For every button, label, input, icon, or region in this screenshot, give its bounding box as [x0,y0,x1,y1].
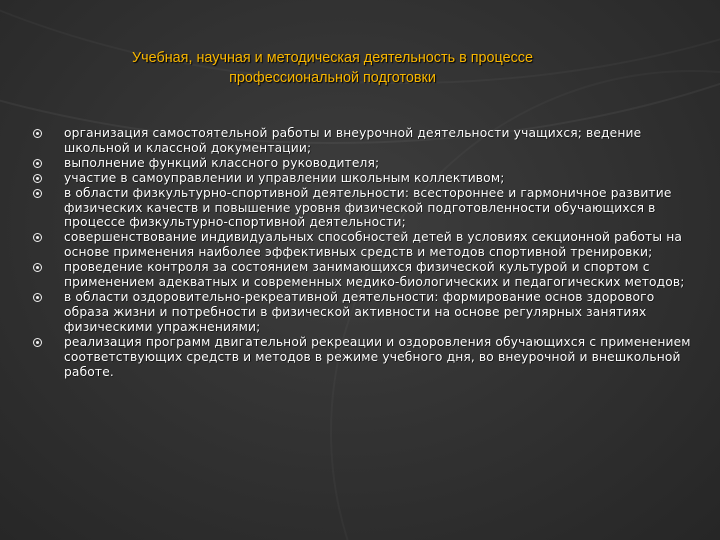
circle-dot-bullet-icon [33,293,42,302]
list-item [0,171,720,186]
slide-title [60,48,605,88]
list-item-text: проведение контроля за состоянием занимающихся физической культурой и спортом с применением адекватных и современных медико-биологических и педагогических методов; [64,260,685,290]
list-item-text: реализация программ двигательной рекреации и оздоровления обучающихся с применением соответствующих средств и методов в режиме учебного дня, во внеурочной и внешкольной работе. [64,334,691,379]
list-item-text: выполнение функций классного руководителя; [64,155,380,170]
circle-dot-bullet-icon [33,159,42,168]
bullet-list [0,126,720,379]
list-item-text: в области физкультурно-спортивной деятельности: всестороннее и гармоничное развитие физических качеств и повышение уровня физической подготовленности обучающихся в процессе физкультурно-спортивной деятельности; [64,185,672,230]
list-item-text: организация самостоятельной работы и внеурочной деятельности учащихся; ведение школьной и классной документации; [64,126,642,155]
list-item [0,156,720,171]
circle-dot-bullet-icon [33,338,42,347]
list-item [0,335,720,380]
slide-title-line-2: профессиональной подготовки [229,70,436,86]
circle-dot-bullet-icon [33,233,42,242]
list-item-text: совершенствование индивидуальных способностей детей в условиях секционной работы на основе применения наиболее эффективных средств и методов спортивной тренировки; [64,230,683,260]
list-item [0,290,720,335]
slide-title-line-1: Учебная, научная и методическая деятельность в процессе [132,50,533,66]
list-item [0,186,720,231]
circle-dot-bullet-icon [33,174,42,183]
circle-dot-bullet-icon [33,263,42,272]
list-item-text: участие в самоуправлении и управлении школьным коллективом; [64,170,505,185]
list-item [0,260,720,290]
list-item [0,230,720,260]
circle-dot-bullet-icon [33,129,42,138]
list-item-text: в области оздоровительно-рекреативной деятельности: формирование основ здорового образа жизни и потребности в физической активности на основе регулярных занятиях физическими упражнениями; [64,289,655,334]
list-item [0,126,720,156]
circle-dot-bullet-icon [33,189,42,198]
